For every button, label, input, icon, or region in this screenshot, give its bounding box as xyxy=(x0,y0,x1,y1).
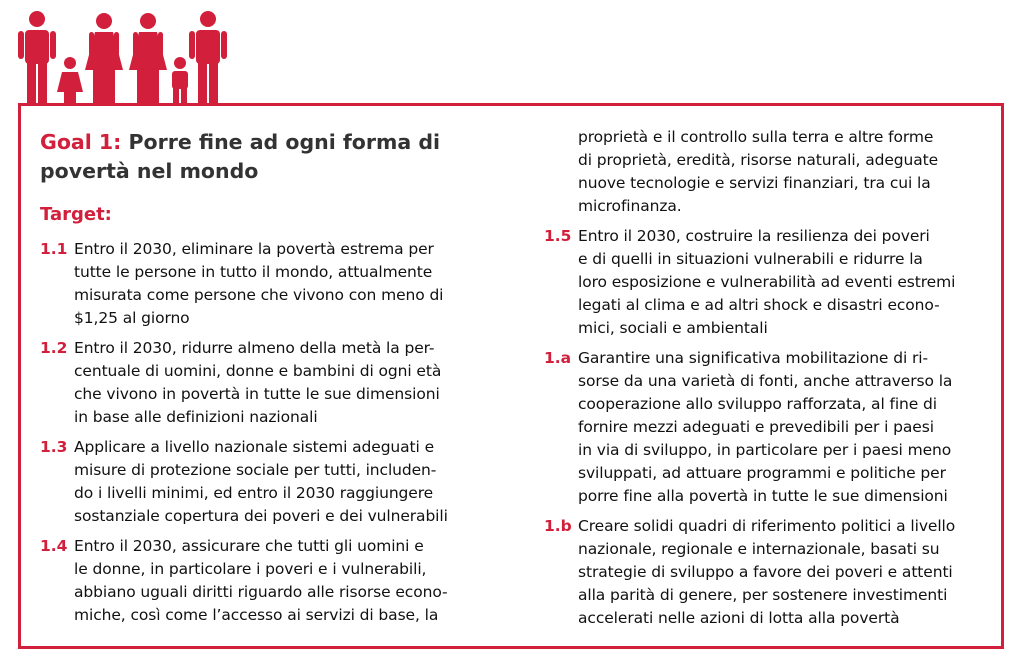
target-text-line: Garantire una significativa mobilitazione di ri- xyxy=(578,349,928,367)
target-item-1-2 xyxy=(40,337,480,429)
target-text-line: Applicare a livello nazionale sistemi adeguati e xyxy=(74,438,435,456)
target-text-line: Creare solidi quadri di riferimento politici a livello xyxy=(578,517,956,535)
target-text-line: sorse da una varietà di fonti, anche attraverso la xyxy=(578,372,953,390)
target-text xyxy=(74,436,480,528)
target-text-line: e di quelli in situazioni vulnerabili e ridurre la xyxy=(578,250,923,268)
target-item-1-a xyxy=(544,347,984,508)
target-text-line: cooperazione allo sviluppo rafforzata, al fine di xyxy=(578,395,937,413)
target-item-1-b xyxy=(544,515,984,630)
target-text xyxy=(74,535,480,627)
target-item-1-3 xyxy=(40,436,480,528)
target-text-line: Entro il 2030, ridurre almeno della metà la per- xyxy=(74,339,435,357)
target-text xyxy=(578,515,984,630)
target-text-line: loro esposizione e vulnerabilità ad eventi estremi xyxy=(578,273,956,291)
goal-label: Goal 1: xyxy=(40,130,122,154)
target-text xyxy=(578,347,984,508)
target-number: 1.4 xyxy=(40,537,68,555)
target-label: Target: xyxy=(40,204,112,225)
target-item-1-5 xyxy=(544,225,984,340)
target-text xyxy=(74,238,480,330)
target-number: 1.5 xyxy=(544,227,572,245)
target-text-line: sviluppati, ad attuare programmi e politiche per xyxy=(578,464,946,482)
target-text-line: che vivono in povertà in tutte le sue dimensioni xyxy=(74,385,440,403)
target-text-line: Entro il 2030, eliminare la povertà estrema per xyxy=(74,240,434,258)
target-text-line: alla parità di genere, per sostenere investimenti xyxy=(578,586,948,604)
target-text xyxy=(578,225,984,340)
target-text-line: in via di sviluppo, in particolare per i paesi meno xyxy=(578,441,952,459)
target-text-line: fornire mezzi adeguati e prevedibili per i paesi xyxy=(578,418,934,436)
left-column xyxy=(40,128,480,634)
target-text-line: legati al clima e ad altri shock e disastri econo- xyxy=(578,296,940,314)
target-number: 1.a xyxy=(544,349,572,367)
target-number: 1.1 xyxy=(40,240,68,258)
target-text-line: do i livelli minimi, ed entro il 2030 raggiungere xyxy=(74,484,434,502)
target-text-line: microfinanza. xyxy=(578,197,682,215)
target-text-line: sostanziale copertura dei poveri e dei vulnerabili xyxy=(74,507,448,525)
target-item-1-4 xyxy=(40,535,480,627)
target-text-line: accelerati nelle azioni di lotta alla povertà xyxy=(578,609,900,627)
left-target-list xyxy=(40,238,480,627)
target-text-line: misurata come persone che vivono con meno di xyxy=(74,286,444,304)
target-text-line: proprietà e il controllo sulla terra e altre forme xyxy=(578,128,934,146)
target-text-line: tutte le persone in tutto il mondo, attualmente xyxy=(74,263,433,281)
target-text-line: centuale di uomini, donne e bambini di ogni età xyxy=(74,362,442,380)
goal-title-line: Porre fine ad ogni forma di xyxy=(128,130,441,154)
right-target-list xyxy=(544,225,984,630)
target-text-line: mici, sociali e ambientali xyxy=(578,319,768,337)
target-1-4-continuation xyxy=(544,126,984,218)
target-text-line: Entro il 2030, costruire la resilienza dei poveri xyxy=(578,227,930,245)
goal-title xyxy=(40,128,480,186)
target-text-line: nuove tecnologie e servizi finanziari, tra cui la xyxy=(578,174,931,192)
target-number: 1.b xyxy=(544,517,572,535)
goal-title-line: povertà nel mondo xyxy=(40,159,259,183)
target-text-line: miche, così come l’accesso ai servizi di base, la xyxy=(74,606,439,624)
right-column xyxy=(544,126,984,637)
target-text-line: porre fine alla povertà in tutte le sue dimensioni xyxy=(578,487,948,505)
target-number: 1.3 xyxy=(40,438,68,456)
target-text xyxy=(74,337,480,429)
target-text-line: strategie di sviluppo a favore dei poveri e attenti xyxy=(578,563,953,581)
target-text-line: nazionale, regionale e internazionale, basati su xyxy=(578,540,940,558)
target-text-line: misure di protezione sociale per tutti, includen- xyxy=(74,461,437,479)
target-item-1-1 xyxy=(40,238,480,330)
target-text-line: abbiano uguali diritti riguardo alle risorse econo- xyxy=(74,583,448,601)
target-text-line: Entro il 2030, assicurare che tutti gli uomini e xyxy=(74,537,424,555)
target-text-line: le donne, in particolare i poveri e i vulnerabili, xyxy=(74,560,427,578)
poverty-family-icon xyxy=(16,10,228,105)
target-text-line: di proprietà, eredità, risorse naturali, adeguate xyxy=(578,151,939,169)
target-text-line: in base alle definizioni nazionali xyxy=(74,408,318,426)
target-number: 1.2 xyxy=(40,339,68,357)
target-text-line: $1,25 al giorno xyxy=(74,309,190,327)
